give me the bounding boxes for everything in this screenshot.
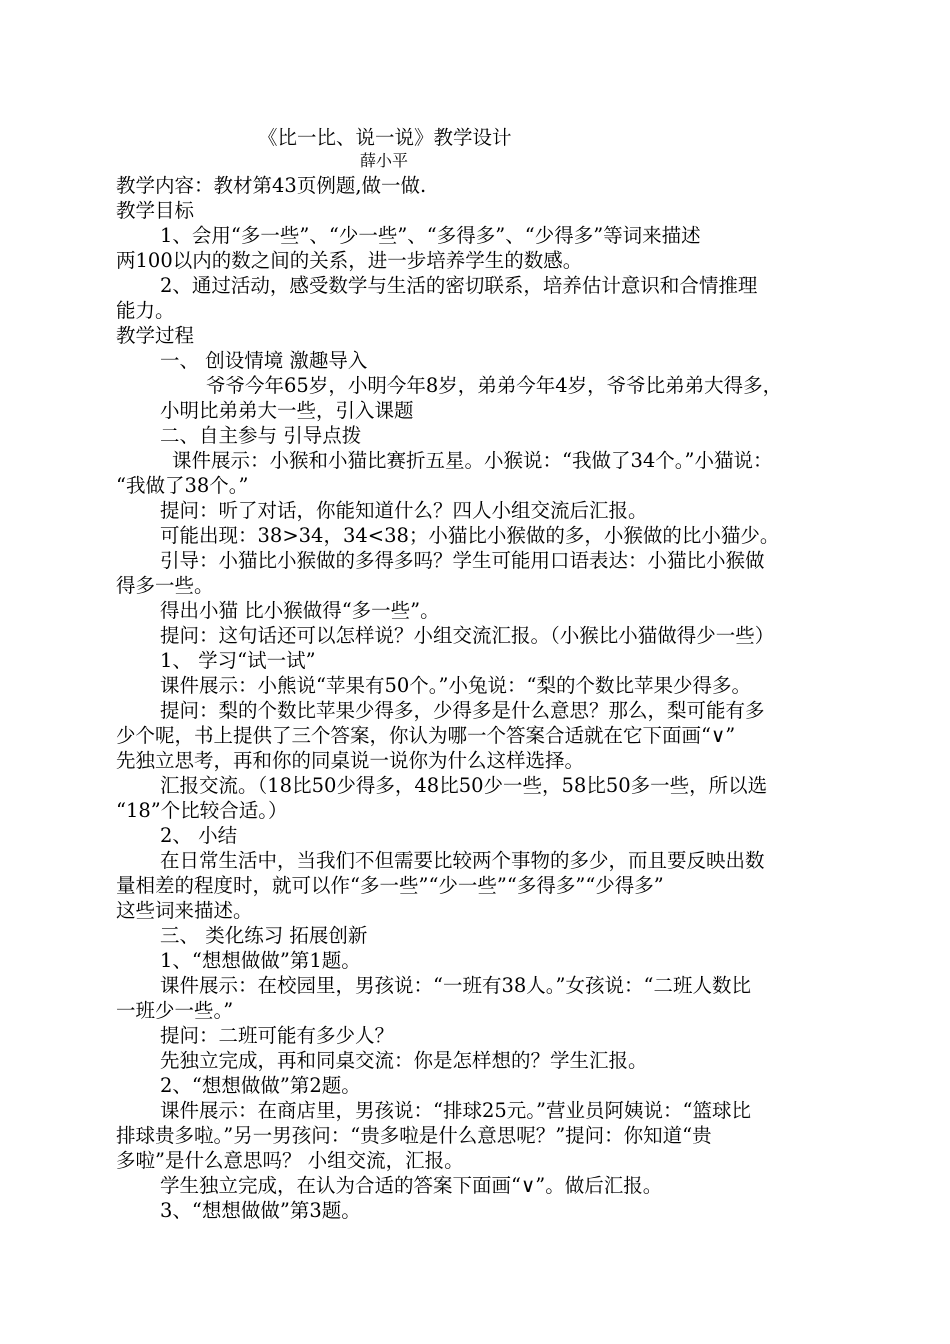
- paragraph-line: 课件展示：小熊说“苹果有50个。”小兔说：“梨的个数比苹果少得多。: [160, 674, 751, 697]
- paragraph-line: 2、 小结: [160, 824, 238, 847]
- paragraph-line: 少个呢，书上提供了三个答案，你认为哪一个答案合适就在它下面画“∨”: [116, 724, 736, 747]
- paragraph-line: 小明比弟弟大一些，引入课题: [160, 399, 414, 422]
- paragraph-line: 爷爷今年65岁，小明今年8岁，弟弟今年4岁，爷爷比弟弟大得多，: [206, 374, 783, 397]
- paragraph-line: 得多一些。: [116, 574, 214, 597]
- paragraph-line: 提问：这句话还可以怎样说？小组交流汇报。（小猴比小猫做得少一些）: [160, 624, 775, 647]
- document-title: 《比一比、说一说》教学设计: [258, 126, 512, 149]
- paragraph-line: 多啦”是什么意思吗？ 小组交流，汇报。: [116, 1149, 464, 1172]
- paragraph-line: 引导：小猫比小猴做的多得多吗？学生可能用口语表达：小猫比小猴做: [160, 549, 765, 572]
- paragraph-line: 在日常生活中，当我们不但需要比较两个事物的多少，而且要反映出数: [160, 849, 765, 872]
- paragraph-line: 课件展示：在校园里，男孩说：“一班有38人。”女孩说：“二班人数比: [160, 974, 751, 997]
- paragraph-line: 1、 学习“试一试”: [160, 649, 316, 672]
- paragraph-line: 1、“想想做做”第1题。: [160, 949, 361, 972]
- paragraph-line: 先独立思考，再和你的同桌说一说你为什么这样选择。: [116, 749, 585, 772]
- paragraph-line: 教学过程: [116, 324, 195, 347]
- paragraph-line: 学生独立完成，在认为合适的答案下面画“∨”。做后汇报。: [160, 1174, 663, 1197]
- paragraph-line: 能力。: [116, 299, 175, 322]
- paragraph-line: 3、“想想做做”第3题。: [160, 1199, 361, 1222]
- paragraph-line: 提问：听了对话，你能知道什么？四人小组交流后汇报。: [160, 499, 648, 522]
- paragraph-line: 2、通过活动，感受数学与生活的密切联系，培养估计意识和合情推理: [160, 274, 758, 297]
- paragraph-line: 得出小猫 比小猴做得“多一些”。: [160, 599, 440, 622]
- paragraph-line: 先独立完成，再和同桌交流：你是怎样想的？学生汇报。: [160, 1049, 648, 1072]
- paragraph-line: 2、“想想做做”第2题。: [160, 1074, 361, 1097]
- paragraph-line: 课件展示：小猴和小猫比赛折五星。小猴说：“我做了34个。”小猫说：: [172, 449, 773, 472]
- paragraph-line: 可能出现：38>34，34<38；小猫比小猴做的多，小猴做的比小猫少。: [160, 524, 780, 547]
- paragraph-line: 排球贵多啦。”另一男孩问：“贵多啦是什么意思呢？”提问：你知道“贵: [116, 1124, 712, 1147]
- paragraph-line: 这些词来描述。: [116, 899, 253, 922]
- paragraph-line: 一、 创设情境 激趣导入: [160, 349, 368, 372]
- paragraph-line: 汇报交流。（18比50少得多，48比50少一些，58比50多一些，所以选: [160, 774, 768, 797]
- paragraph-line: 一班少一些。”: [116, 999, 234, 1022]
- paragraph-line: “我做了38个。”: [116, 474, 249, 497]
- paragraph-line: 提问：二班可能有多少人？: [160, 1024, 395, 1047]
- paragraph-line: 教学目标: [116, 199, 195, 222]
- paragraph-line: 量相差的程度时，就可以作“多一些”“少一些”“多得多”“少得多”: [116, 874, 664, 897]
- paragraph-line: 提问：梨的个数比苹果少得多，少得多是什么意思？那么，梨可能有多: [160, 699, 765, 722]
- paragraph-line: 两100以内的数之间的关系，进一步培养学生的数感。: [116, 249, 583, 272]
- paragraph-line: 课件展示：在商店里，男孩说：“排球25元。”营业员阿姨说：“篮球比: [160, 1099, 751, 1122]
- document-author: 薛小平: [360, 151, 409, 170]
- paragraph-line: “18”个比较合适。）: [116, 799, 288, 822]
- paragraph-line: 二、自主参与 引导点拨: [160, 424, 362, 447]
- paragraph-line: 三、 类化练习 拓展创新: [160, 924, 368, 947]
- paragraph-line: 1、会用“多一些”、“少一些”、“多得多”、“少得多”等词来描述: [160, 224, 701, 247]
- paragraph-line: 教学内容：教材第43页例题,做一做.: [116, 174, 427, 197]
